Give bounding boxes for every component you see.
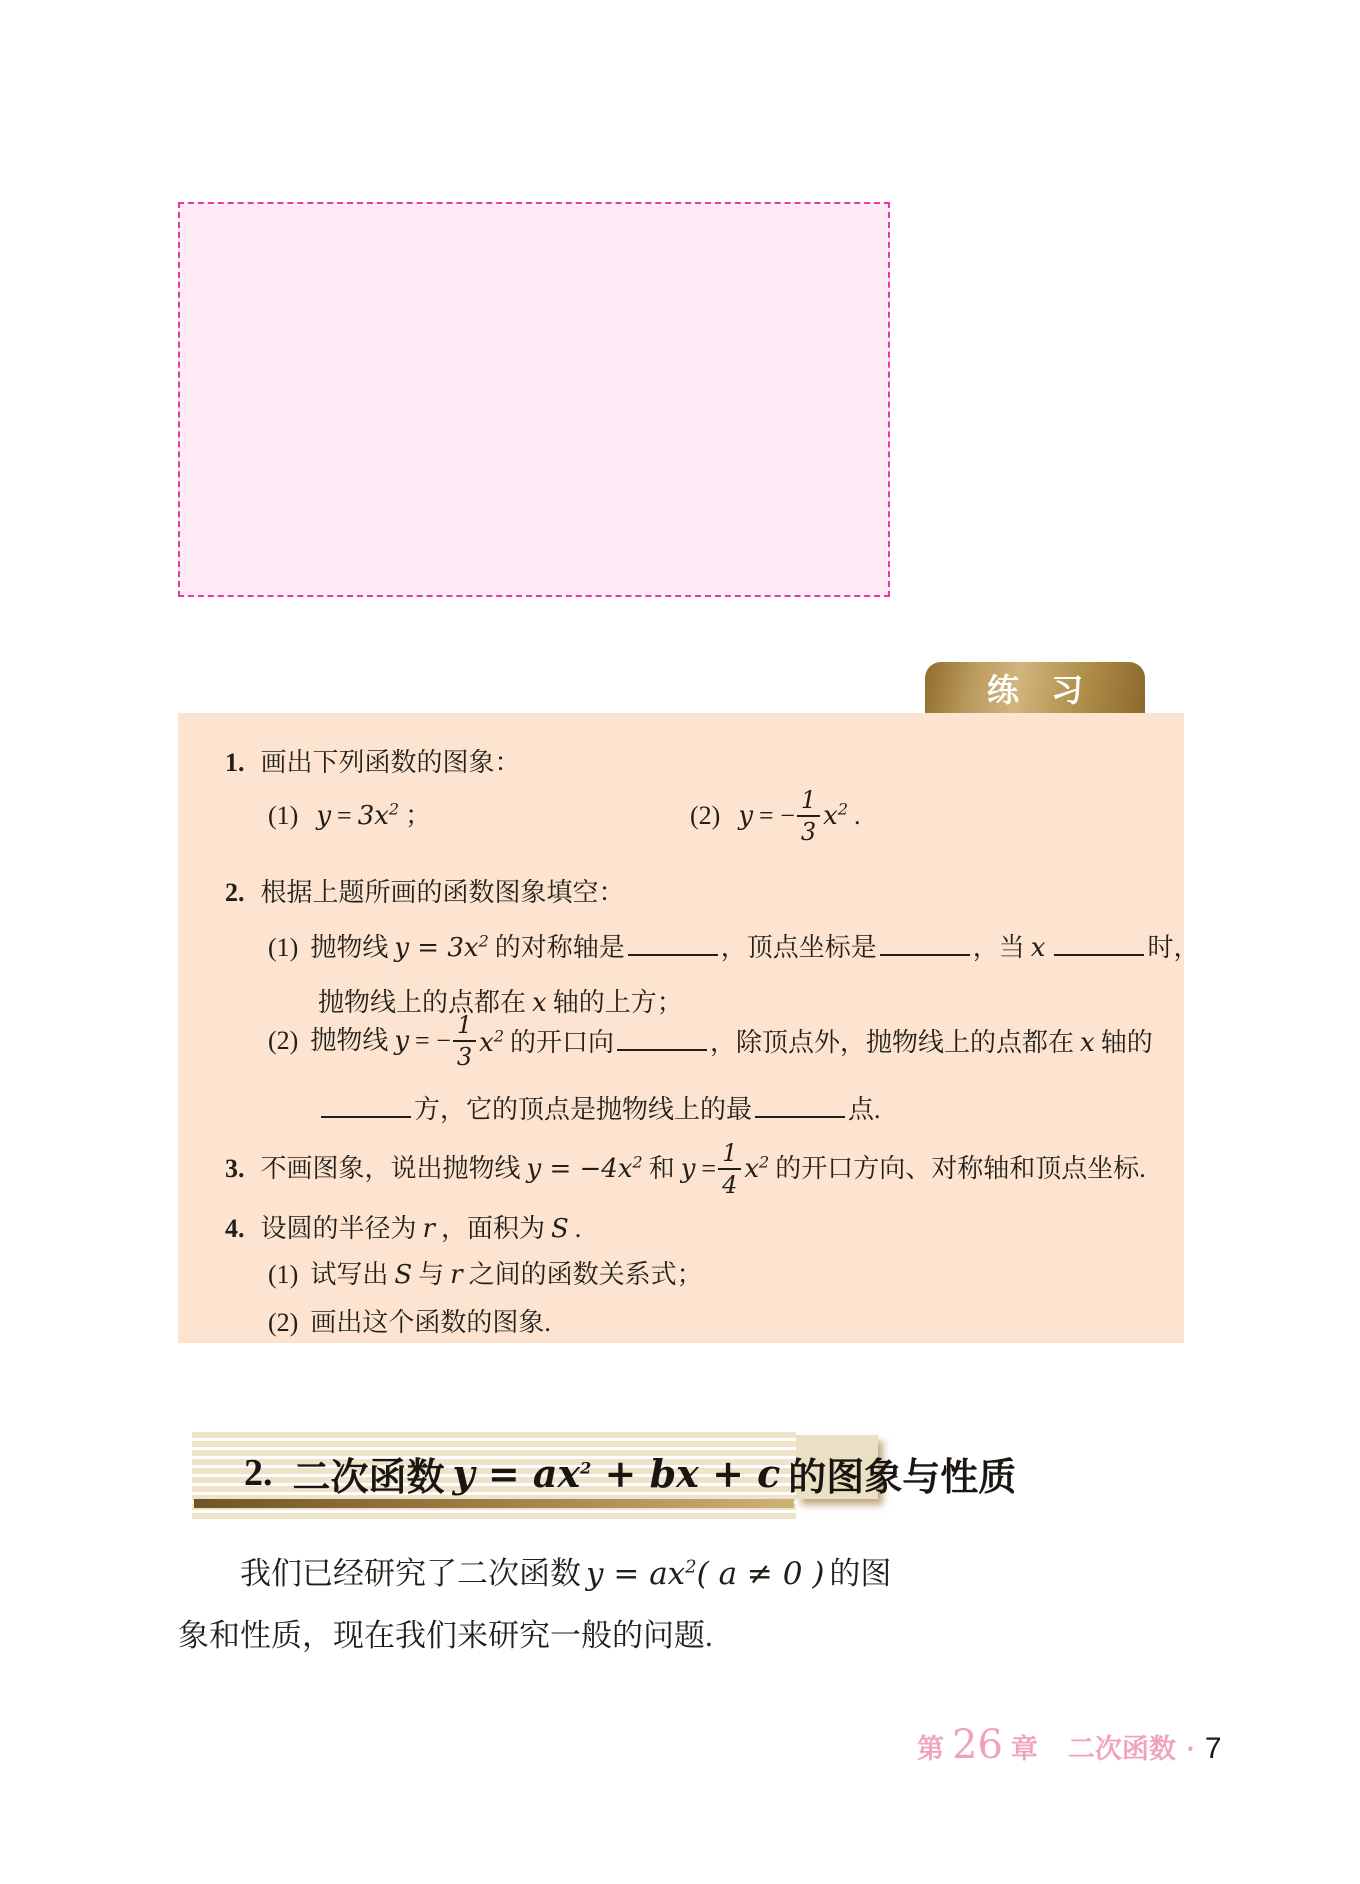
- item-head: [690, 799, 795, 833]
- math-term: x: [823, 801, 838, 831]
- section-number: 2.: [244, 1452, 273, 1494]
- problem-text: 画出下列函数的图象：: [260, 748, 521, 777]
- fraction: [797, 788, 820, 844]
- math-term: y = 3x: [394, 933, 479, 963]
- text: 抛物线: [310, 1026, 389, 1055]
- math-S: S: [394, 1260, 413, 1290]
- problem-head: [225, 1152, 716, 1186]
- problem-4-stem: [225, 1212, 581, 1246]
- section-heading-banner: [192, 1429, 1017, 1521]
- blank-underline: [628, 928, 718, 956]
- section-heading: [244, 1441, 1016, 1505]
- problem-2-stem: [225, 876, 625, 910]
- item-tail: [478, 1023, 1153, 1060]
- text: 设圆的半径为: [260, 1214, 417, 1243]
- problem-number: 1.: [225, 748, 245, 777]
- problem-text: 根据上题所画的函数图象填空：: [260, 878, 625, 907]
- problem-number: 4.: [225, 1214, 245, 1243]
- text: 和: [648, 1154, 675, 1183]
- math-y: y: [680, 1154, 696, 1184]
- math-superscript: 2: [493, 1025, 505, 1045]
- item-label: (2): [268, 1308, 299, 1337]
- blank-underline: [617, 1023, 707, 1051]
- punctuation: .: [574, 1214, 582, 1243]
- math-x: x: [1080, 1027, 1095, 1058]
- text: 点.: [848, 1095, 881, 1124]
- math-term: y = ax: [452, 1450, 581, 1496]
- intro-paragraph: [178, 1543, 918, 1667]
- text: 轴的: [1100, 1027, 1153, 1057]
- math-term: x: [744, 1154, 760, 1184]
- text: 的对称轴是: [494, 933, 625, 962]
- text: ，当: [972, 933, 1025, 962]
- fraction-denominator: 3: [453, 1040, 476, 1069]
- math-x: x: [1030, 933, 1046, 963]
- text: 轴的上方；: [552, 988, 683, 1017]
- math-superscript: 2: [632, 1152, 643, 1172]
- math-superscript: 2: [685, 1556, 697, 1578]
- exercise-tab-label: 练 习: [986, 671, 1083, 708]
- problem-tail: [743, 1152, 1145, 1186]
- math-formula: [586, 1556, 824, 1592]
- math-equals-minus: = −: [415, 1026, 451, 1055]
- math-r: r: [450, 1260, 463, 1290]
- math-formula: [394, 933, 488, 963]
- text: 我们已经研究了二次函数: [240, 1556, 581, 1591]
- fraction-numerator: 1: [800, 786, 817, 814]
- text: 的开口向: [510, 1027, 615, 1057]
- figure-placeholder-box: [178, 202, 890, 597]
- text: ，除顶点外，抛物线上的点都在: [710, 1027, 1075, 1057]
- fraction-denominator: 3: [797, 815, 820, 844]
- text: 的图象和性质，现在我们来研究一般的问题.: [178, 1556, 892, 1653]
- item-label: (1): [268, 801, 299, 830]
- text: 抛物线上的点都在: [318, 988, 527, 1017]
- problem-1-stem: [225, 746, 521, 780]
- problem-2-item-2: [268, 1012, 1153, 1070]
- math-y: y: [316, 801, 332, 831]
- math-expression: [358, 801, 399, 831]
- section-title-prefix: 二次函数: [292, 1456, 445, 1499]
- math-superscript: 2: [478, 931, 489, 951]
- math-term: 3x: [357, 801, 389, 831]
- section-formula: [453, 1451, 781, 1496]
- blank-underline: [755, 1090, 845, 1118]
- chapter-suffix: 章: [1010, 1734, 1038, 1764]
- text: 与: [418, 1260, 445, 1289]
- problem-4-item-2: [268, 1306, 551, 1340]
- problem-1-item-2: [690, 785, 861, 847]
- math-S: S: [550, 1214, 569, 1244]
- separator-dot: ·: [1185, 1734, 1195, 1764]
- math-superscript: 2: [837, 799, 848, 819]
- math-term: y = ax: [586, 1556, 686, 1592]
- text: ，顶点坐标是: [720, 933, 877, 962]
- fraction-denominator: 4: [718, 1168, 741, 1197]
- page-footer: [917, 1722, 1222, 1768]
- punctuation: ；: [405, 801, 432, 830]
- item-label: (2): [268, 1026, 299, 1055]
- math-equals-minus: = −: [759, 801, 795, 830]
- math-x: x: [532, 988, 547, 1018]
- text: 抛物线: [310, 933, 389, 962]
- blank-underline: [880, 928, 970, 956]
- problem-3: [225, 1140, 1146, 1198]
- math-term: x: [479, 1027, 494, 1058]
- math-term: ( a ≠ 0 ): [696, 1556, 825, 1592]
- problem-number: 2.: [225, 878, 245, 907]
- math-y: y: [394, 1026, 410, 1056]
- text: 画出这个函数的图象.: [310, 1308, 551, 1337]
- math-x-squared: [744, 1154, 769, 1184]
- math-equals: =: [701, 1154, 717, 1183]
- text: 不画图象，说出抛物线: [260, 1154, 521, 1183]
- problem-1-items: [178, 785, 1184, 847]
- text: 之间的函数关系式；: [468, 1260, 703, 1289]
- item-label: (1): [268, 933, 299, 962]
- math-x-squared: [823, 801, 848, 831]
- item-tail: [822, 799, 860, 833]
- problem-4-item-1: [268, 1258, 703, 1292]
- chapter-number: 26: [952, 1722, 1003, 1768]
- math-r: r: [422, 1214, 435, 1244]
- fraction-numerator: 1: [722, 1139, 738, 1167]
- fraction: [718, 1141, 741, 1197]
- math-term: y = −4x: [526, 1154, 633, 1184]
- text: 的开口方向、对称轴和顶点坐标.: [775, 1154, 1146, 1183]
- chapter-title: 二次函数: [1067, 1734, 1176, 1764]
- problem-2-item-2-continuation: [318, 1090, 881, 1127]
- math-superscript: 2: [580, 1457, 592, 1477]
- math-superscript: 2: [759, 1152, 770, 1172]
- math-x-squared: [479, 1025, 505, 1058]
- exercise-tab: [925, 662, 1145, 713]
- text: 试写出: [310, 1260, 389, 1289]
- text: ，面积为: [440, 1214, 545, 1243]
- blank-underline: [321, 1090, 411, 1118]
- problem-1-item-1: [268, 799, 431, 833]
- text: 方，它的顶点是抛物线上的最: [414, 1095, 753, 1124]
- fraction: [453, 1013, 476, 1069]
- item-label: (1): [268, 1260, 299, 1289]
- math-formula: [527, 1154, 643, 1184]
- punctuation: .: [854, 801, 861, 830]
- text: 时，: [1147, 933, 1200, 962]
- section-title-suffix: 的图象与性质: [788, 1456, 1017, 1499]
- page-number: 7: [1204, 1732, 1222, 1765]
- item-head: [268, 1024, 451, 1058]
- problem-2-item-1: [268, 928, 1199, 965]
- item-label: (2): [690, 801, 721, 830]
- fraction-numerator: 1: [456, 1011, 473, 1039]
- math-term: + bx + c: [591, 1450, 781, 1496]
- math-superscript: 2: [388, 799, 400, 819]
- math-y: y: [738, 801, 754, 831]
- blank-underline: [1054, 928, 1144, 956]
- math-equals: =: [337, 801, 352, 830]
- problem-number: 3.: [225, 1154, 245, 1183]
- exercise-panel: [178, 713, 1200, 1343]
- chapter-prefix: 第: [917, 1734, 944, 1764]
